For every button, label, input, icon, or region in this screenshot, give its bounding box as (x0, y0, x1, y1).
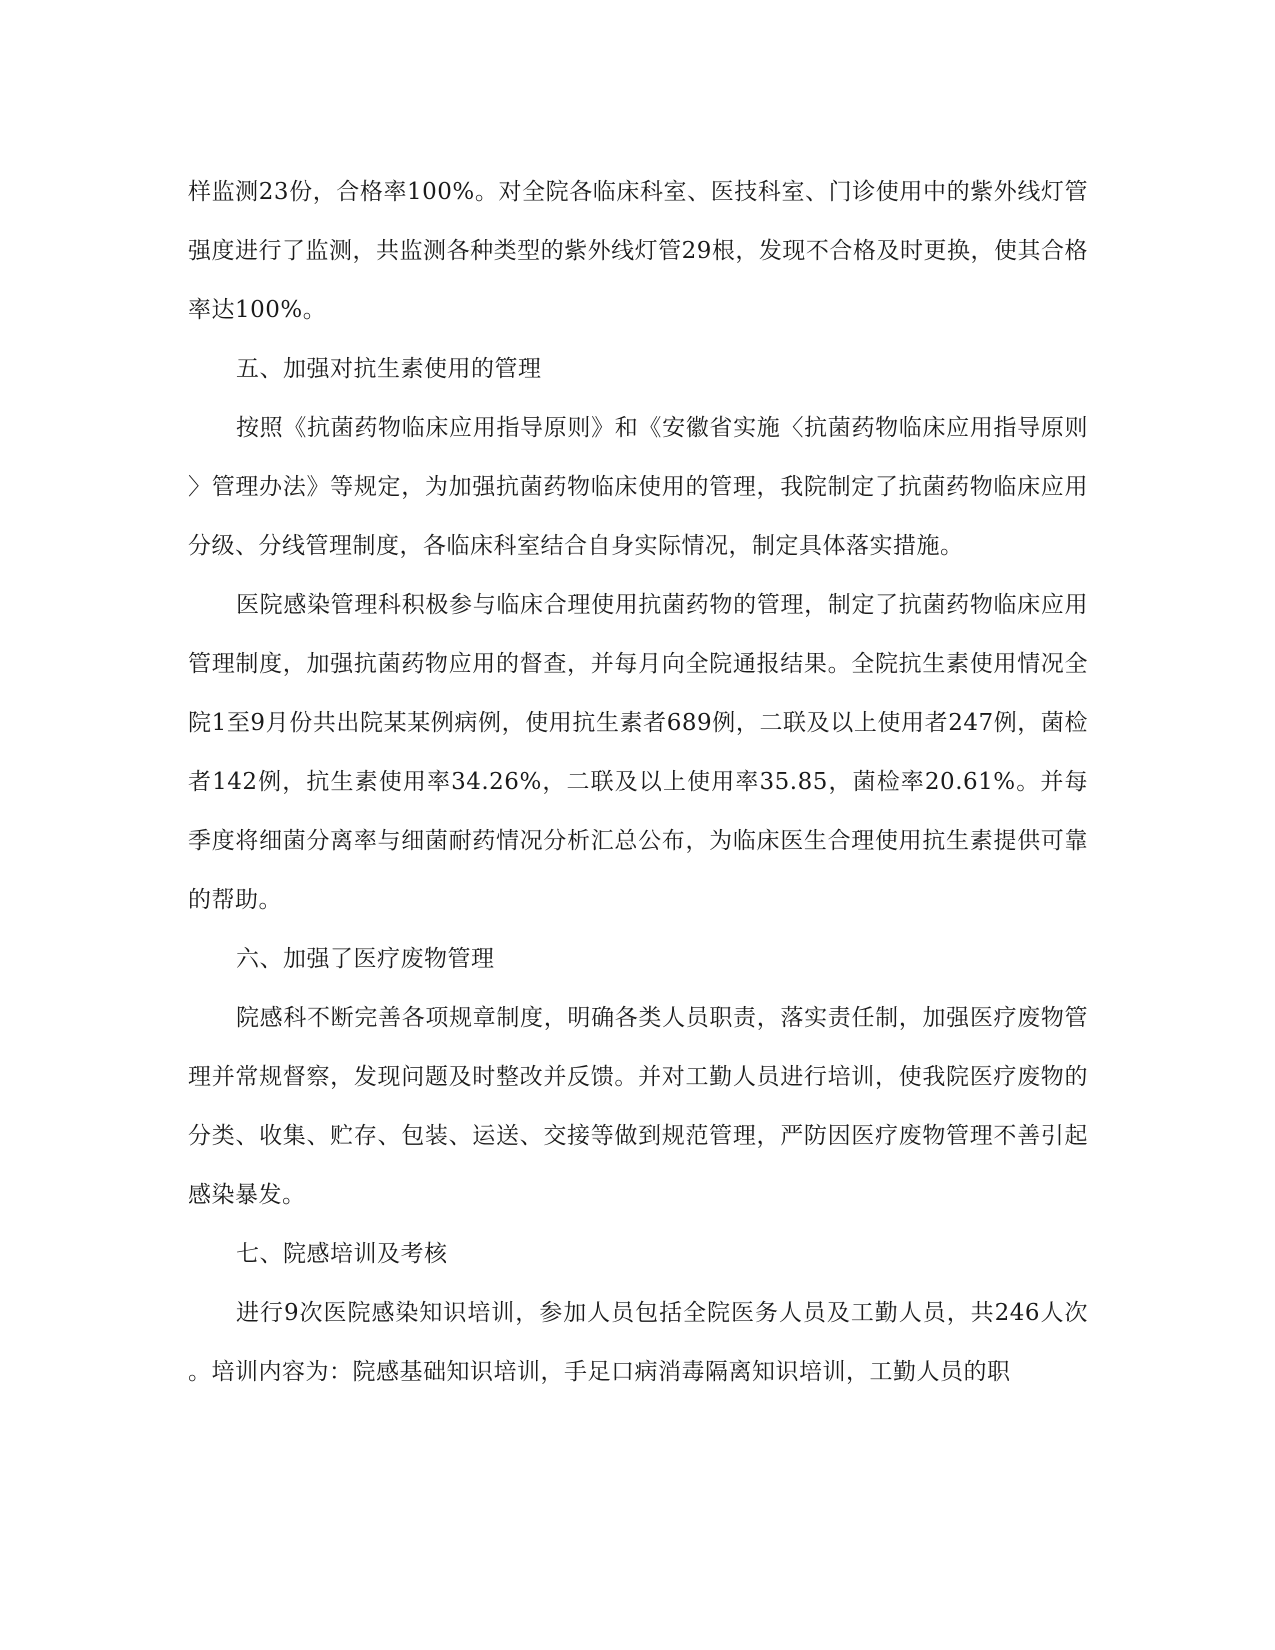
paragraph-medical-waste: 院感科不断完善各项规章制度，明确各类人员职责，落实责任制，加强医疗废物管理并常规督察，发现问题及时整改并反馈。并对工勤人员进行培训，使我院医疗废物的分类、收集、贮存、包装、运送、交接等做到规范管理，严防因医疗废物管理不善引起感染暴发。 (188, 1005, 1088, 1208)
document-body (188, 163, 1088, 1402)
paragraph-antibiotic-statistics: 医院感染管理科积极参与临床合理使用抗菌药物的管理，制定了抗菌药物临床应用管理制度，加强抗菌药物应用的督查，并每月向全院通报结果。全院抗生素使用情况全院1至9月份共出院某某例病例，使用抗生素者689例，二联及以上使用者247例，菌检者142例，抗生素使用率34.26%，二联及以上使用率35.85，菌检率20.61%。并每季度将细菌分离率与细菌耐药情况分析汇总公布，为临床医生合理使用抗生素提供可靠的帮助。 (188, 592, 1088, 913)
paragraph-training: 进行9次医院感染知识培训，参加人员包括全院医务人员及工勤人员，共246人次。培训内容为：院感基础知识培训，手足口病消毒隔离知识培训，工勤人员的职 (188, 1300, 1088, 1385)
section-heading-medical-waste: 六、加强了医疗废物管理 (236, 946, 495, 972)
paragraph-monitoring-continued: 样监测23份，合格率100%。对全院各临床科室、医技科室、门诊使用中的紫外线灯管强度进行了监测，共监测各种类型的紫外线灯管29根，发现不合格及时更换，使其合格率达100%。 (188, 179, 1088, 323)
paragraph-antibiotic-regulations: 按照《抗菌药物临床应用指导原则》和《安徽省实施〈抗菌药物临床应用指导原则〉管理办法》等规定，为加强抗菌药物临床使用的管理，我院制定了抗菌药物临床应用分级、分线管理制度，各临床科室结合自身实际情况，制定具体落实措施。 (188, 415, 1088, 559)
section-heading-training: 七、院感培训及考核 (236, 1241, 448, 1267)
section-heading-antibiotics: 五、加强对抗生素使用的管理 (236, 356, 542, 382)
